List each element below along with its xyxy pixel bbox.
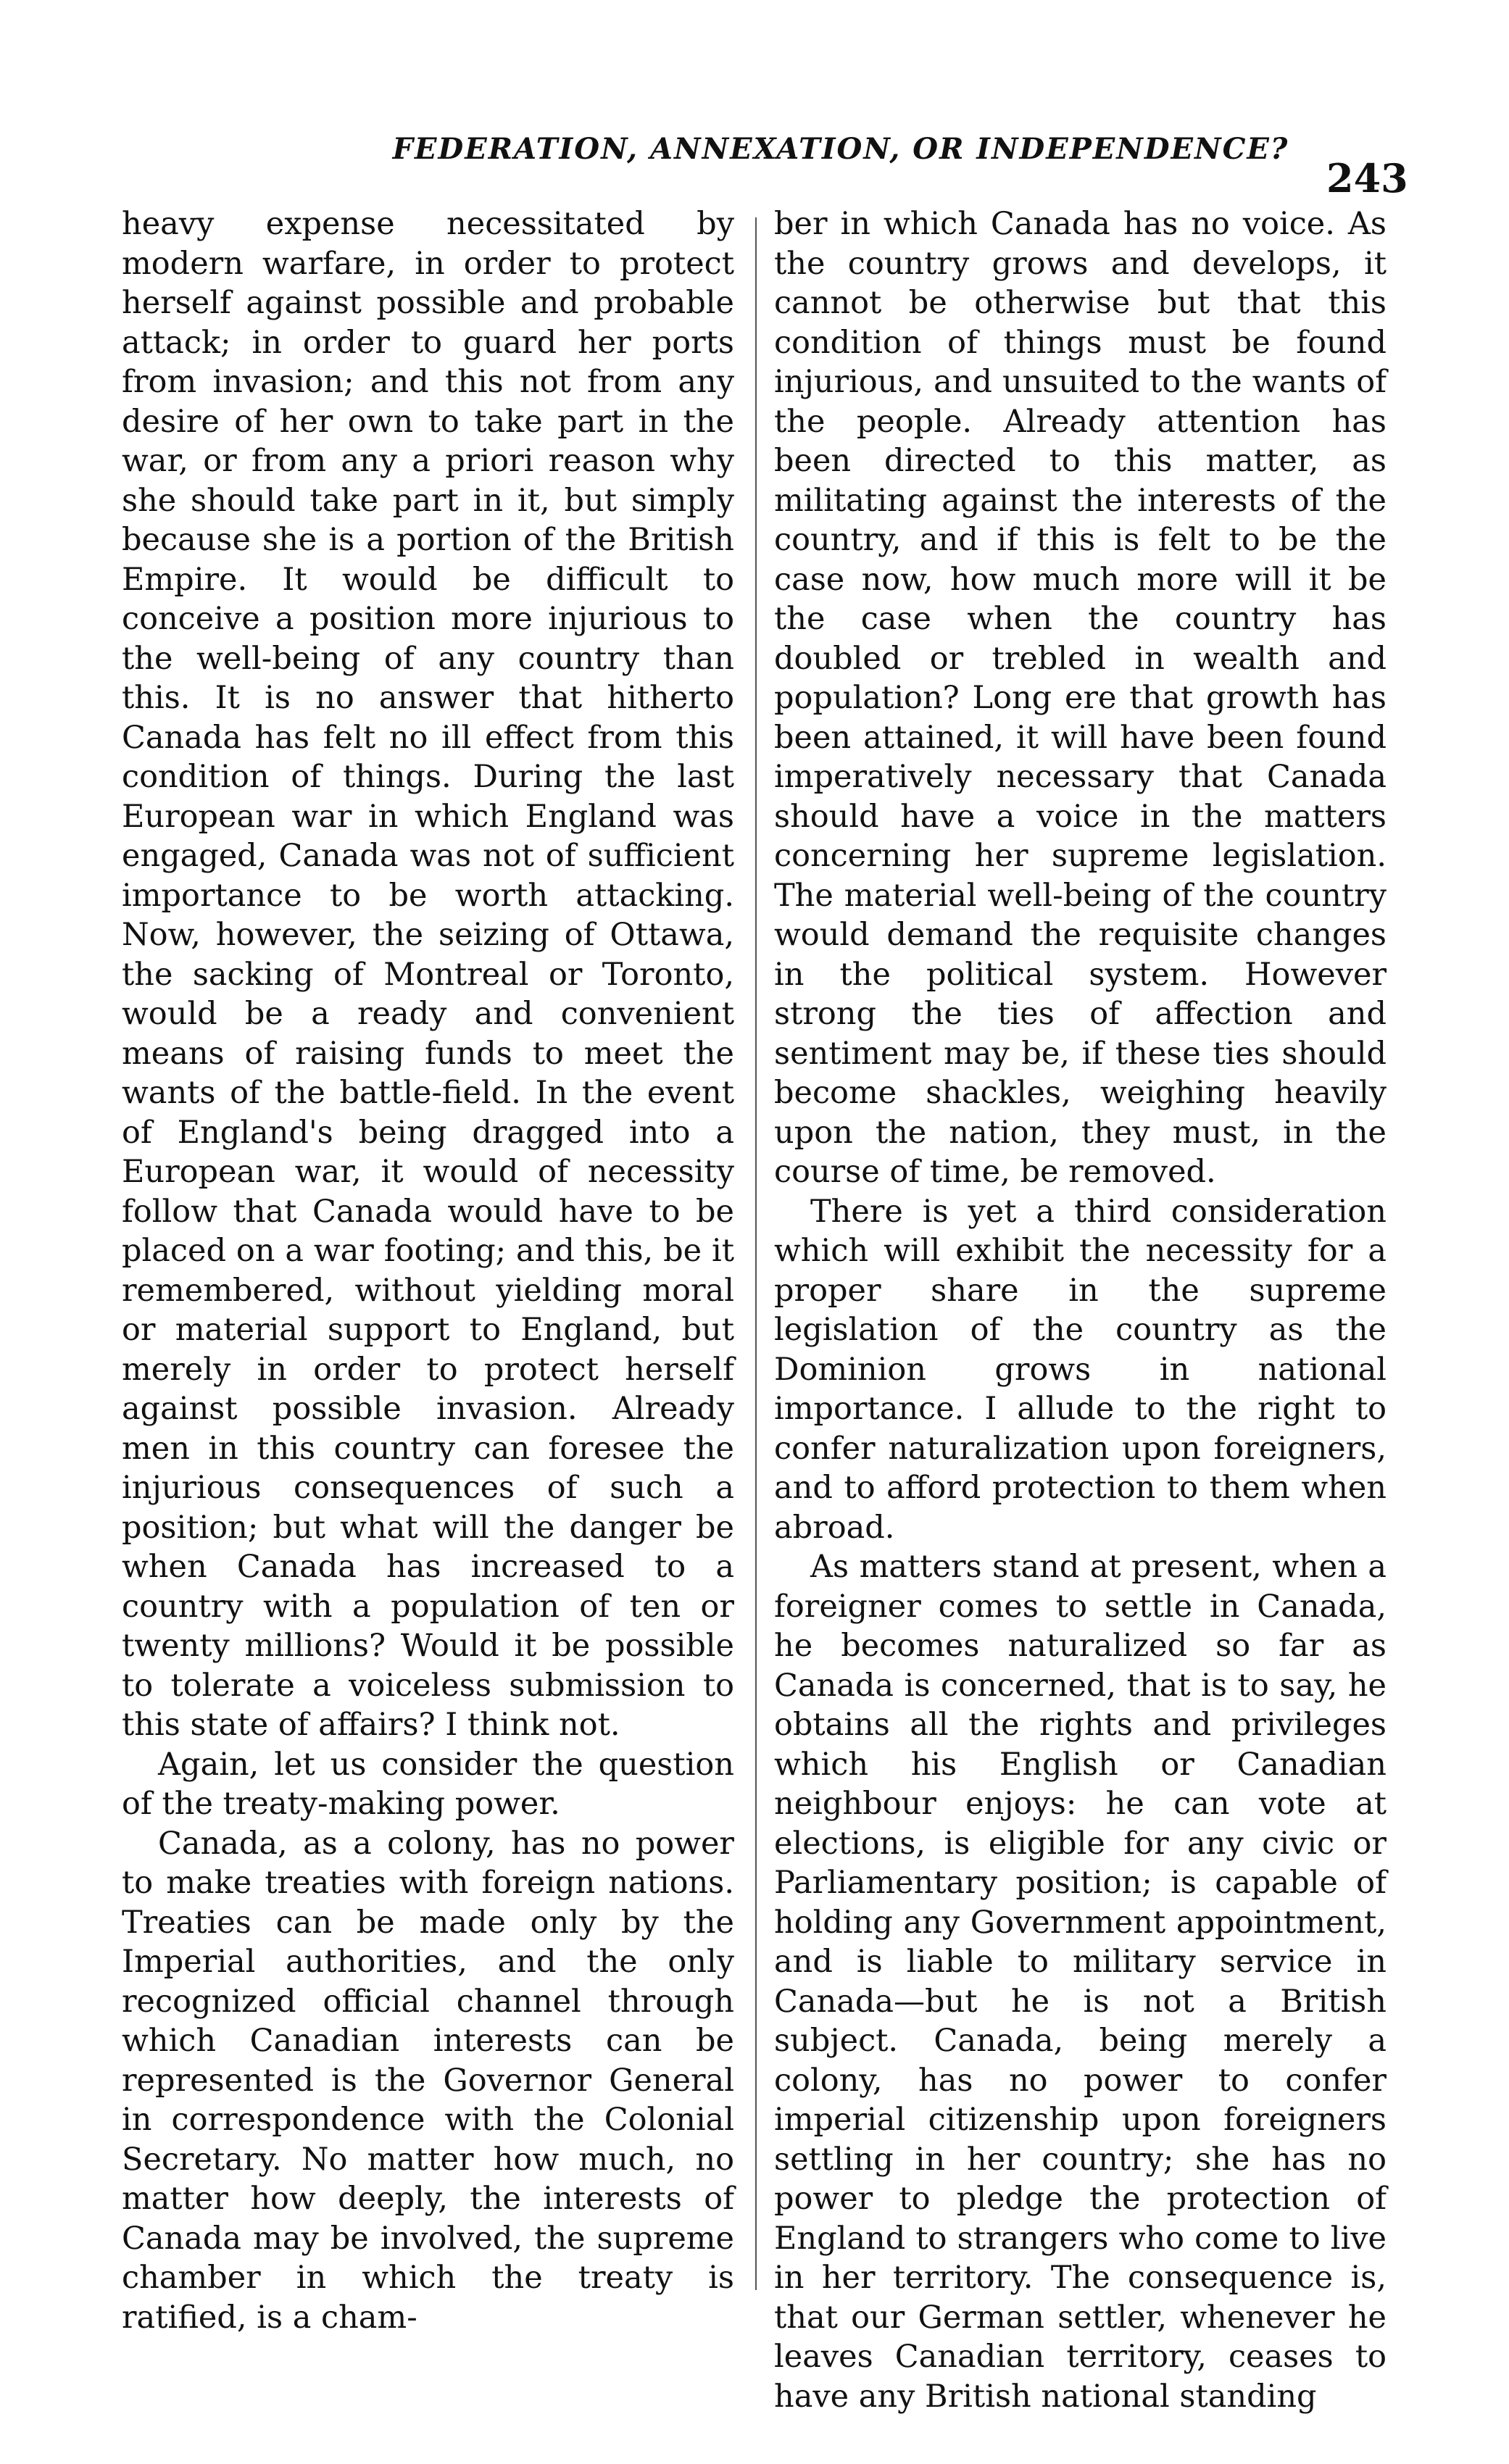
column-divider — [755, 217, 757, 2290]
paragraph: Canada, as a colony, has no power to make treaties with foreign nations. Treaties can be made only by the Imperial authorities, and the only recognized official channel through which Canadian interests can be represented is the Governor General in correspondence with the Colonial Secretary. No matter how much, no matter how deeply, the interests of Canada may be involved, the supreme chamber in which the treaty is ratified, is a cham- — [122, 1825, 734, 2336]
left-column — [122, 204, 734, 2337]
paragraph: Again, let us consider the question of the treaty-making power. — [122, 1746, 734, 1822]
paragraph: As matters stand at present, when a foreigner comes to settle in Canada, he becomes naturalized so far as Canada is concerned, that is to say, he obtains all the rights and privileges which his English or Canadian neighbour enjoys: he can vote at elections, is eligible for any civic or Parliamentary position; is capable of holding any Government appointment, and is liable to military service in Canada—but he is not a British subject. Canada, being merely a colony, has no power to confer imperial citizenship upon foreigners settling in her country; she has no power to pledge the protection of England to strangers who come to live in her territory. The consequence is, that our German settler, whenever he leaves Canadian territory, ceases to have any British national standing — [774, 1549, 1387, 2415]
running-title: FEDERATION, ANNEXATION, OR INDEPENDENCE? — [392, 132, 1289, 166]
page-number: 243 — [1326, 155, 1408, 201]
paragraph: There is yet a third consideration which will exhibit the necessity for a proper share in the supreme legislation of the country as the Dominion grows in national importance. I allude to the right to confer naturalization upon foreigners, and to afford protection to them when abroad. — [774, 1193, 1387, 1546]
paragraph: ber in which Canada has no voice. As the country grows and develops, it cannot be otherwise but that this condition of things must be found injurious, and unsuited to the wants of the people. Already attention has been directed to this matter, as militating against the interests of the country, and if this is felt to be the case now, how much more will it be the case when the country has doubled or trebled in wealth and population? Long ere that growth has been attained, it will have been found imperatively necessary that Canada should have a voice in the matters concerning her supreme legislation. The material well-being of the country would demand the requisite changes in the political system. However strong the ties of affection and sentiment may be, if these ties should become shackles, weighing heavily upon the nation, they must, in the course of time, be removed. — [774, 206, 1387, 1190]
paragraph: heavy expense necessitated by modern warfare, in order to protect herself against possible and probable attack; in order to guard her ports from invasion; and this not from any desire of her own to take part in the war, or from any a priori reason why she should take part in it, but simply because she is a portion of the British Empire. It would be difficult to conceive a position more injurious to the well-being of any country than this. It is no answer that hitherto Canada has felt no ill effect from this condition of things. During the last European war in which England was engaged, Canada was not of sufficient importance to be worth attacking. Now, however, the seizing of Ottawa, the sacking of Montreal or Toronto, would be a ready and convenient means of raising funds to meet the wants of the battle-field. In the event of England's being dragged into a European war, it would of necessity follow that Canada would have to be placed on a war footing; and this, be it remembered, without yielding moral or material support to England, but merely in order to protect herself against possible invasion. Already men in this country can foresee the injurious consequences of such a position; but what will the danger be when Canada has increased to a country with a population of ten or twenty millions? Would it be possible to tolerate a voiceless submission to this state of affairs? I think not. — [122, 206, 734, 1743]
right-column — [774, 204, 1387, 2416]
